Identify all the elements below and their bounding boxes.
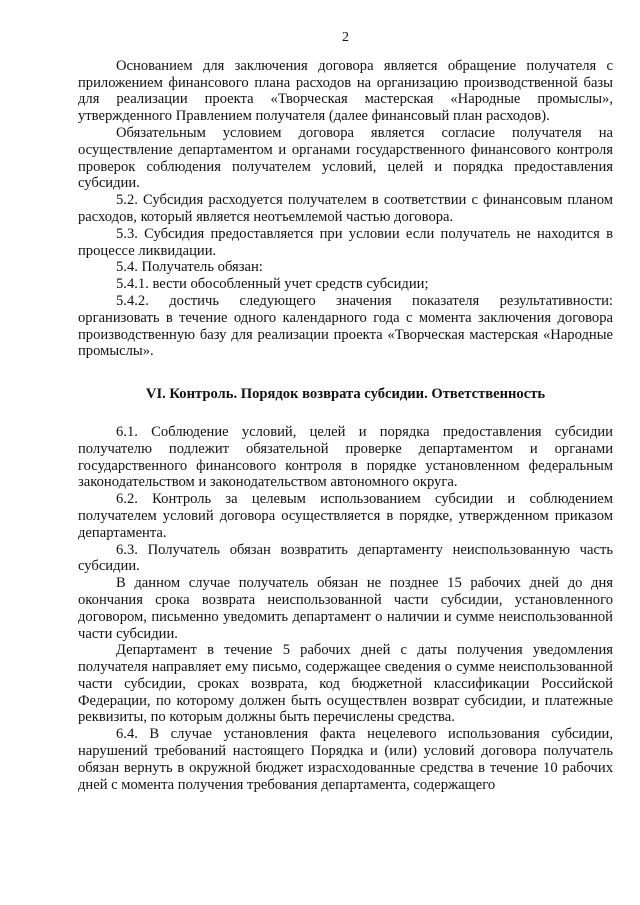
paragraph-mandatory-condition: Обязательным условием договора является согласие получателя на осуществление департаментом и органами государственного финансового контроля проверок соблюдения получателем условий, целей и порядка предоставления субсидии. (78, 124, 613, 192)
paragraph-department-letter: Департамент в течение 5 рабочих дней с даты получения уведомления получателя направляет ему письмо, содержащее сведения о сумме неиспользованной части субсидии, сроках возврата, код бюджетной классификации Российской Федерации, по которому должен быть осуществлен возврат субсидии, и платежные реквизиты, по которым должны быть перечислены средства. (78, 642, 613, 726)
paragraph-5-4-1: 5.4.1. вести обособленный учет средств субсидии; (116, 276, 429, 293)
paragraph-5-4-2: 5.4.2. достичь следующего значения показателя результативности: организовать в течение одного календарного года с момента заключения договора производственную базу для реализации проекта «Творческая мастерская «Народные промыслы». (78, 292, 613, 360)
paragraph-6-2: 6.2. Контроль за целевым использованием субсидии и соблюдением получателем условий договора осуществляется в порядке, утвержденном приказом департамента. (78, 491, 613, 541)
paragraph-6-1: 6.1. Соблюдение условий, целей и порядка предоставления субсидии получателю подлежит обязательной проверке департаментом и органами государственного финансового контроля в порядке установленном федеральным законодательством и законодательством автономного округа. (78, 423, 613, 491)
paragraph-basis: Основанием для заключения договора является обращение получателя с приложением финансового плана расходов на организацию производственной базы для реализации проекта «Творческая мастерская «Народные промыслы», утвержденного Правлением получателя (далее финансовый план расходов). (78, 57, 613, 125)
section-heading: VI. Контроль. Порядок возврата субсидии. Ответственность (145, 386, 546, 403)
page-number: 2 (342, 30, 349, 45)
paragraph-5-3: 5.3. Субсидия предоставляется при условии если получатель не находится в процессе ликвидации. (78, 225, 613, 259)
paragraph-notification: В данном случае получатель обязан не позднее 15 рабочих дней до дня окончания срока возврата неиспользованной части субсидии, установленного договором, письменно уведомить департамент о наличии и сумме неиспользованной части субсидии. (78, 575, 613, 642)
paragraph-5-4: 5.4. Получатель обязан: (116, 259, 263, 276)
document-page (78, 30, 613, 793)
paragraph-6-3: 6.3. Получатель обязан возвратить департаменту неиспользованную часть субсидии. (78, 541, 613, 575)
paragraph-6-4: 6.4. В случае установления факта нецелевого использования субсидии, нарушений требований настоящего Порядка и (или) условий договора получатель обязан вернуть в окружной бюджет израсходованные средства в течение 10 рабочих дней с момента получения требования департамента, содержащего (78, 726, 613, 793)
paragraph-5-2: 5.2. Субсидия расходуется получателем в соответствии с финансовым планом расходов, который является неотъемлемой частью договора. (78, 192, 613, 225)
